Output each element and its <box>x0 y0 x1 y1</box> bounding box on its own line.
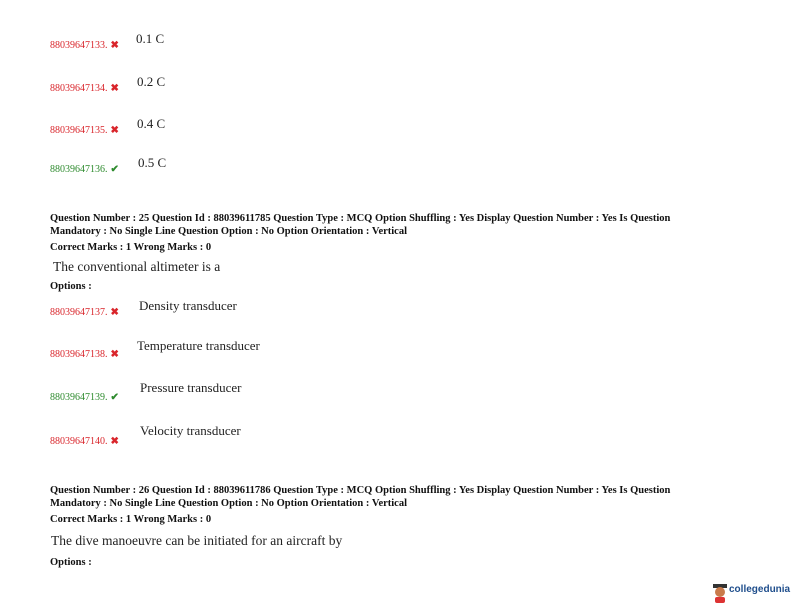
option-id: 88039647136. ✔ <box>50 164 119 175</box>
wrong-mark-icon: ✖ <box>110 307 119 318</box>
option-text: 0.1 C <box>136 31 165 46</box>
wrong-mark-icon: ✖ <box>110 349 119 360</box>
option-text: 0.2 C <box>137 74 166 89</box>
question-meta-line: Question Number : 25 Question Id : 88039611785 Question Type : MCQ Option Shuffling : Yes Display Question Number : Yes Is Question <box>50 213 671 224</box>
wrong-mark-icon: ✖ <box>110 40 119 51</box>
option-text: Temperature transducer <box>137 338 260 353</box>
option-id: 88039647135. ✖ <box>50 125 119 136</box>
mascot-icon <box>711 583 729 603</box>
option-id: 88039647137. ✖ <box>50 307 119 318</box>
question-marks: Correct Marks : 1 Wrong Marks : 0 <box>50 242 212 253</box>
option-text: Density transducer <box>139 298 237 313</box>
question-meta-line: Mandatory : No Single Line Question Option : No Option Orientation : Vertical <box>50 226 408 237</box>
options-label: Options : <box>50 281 92 292</box>
option-id: 88039647139. ✔ <box>50 392 119 403</box>
check-mark-icon: ✔ <box>110 392 119 403</box>
brand-name: collegedunia <box>729 584 791 595</box>
option-text: Velocity transducer <box>140 423 241 438</box>
question-meta-line: Mandatory : No Single Line Question Option : No Option Orientation : Vertical <box>50 498 408 509</box>
question-text: The dive manoeuvre can be initiated for an aircraft by <box>51 533 343 548</box>
wrong-mark-icon: ✖ <box>110 83 119 94</box>
question-text: The conventional altimeter is a <box>53 259 221 274</box>
options-label: Options : <box>50 557 92 568</box>
question-marks: Correct Marks : 1 Wrong Marks : 0 <box>50 514 212 525</box>
question-meta <box>50 212 670 238</box>
option-id: 88039647138. ✖ <box>50 349 119 360</box>
wrong-mark-icon: ✖ <box>110 436 119 447</box>
question-meta <box>50 484 670 510</box>
collegedunia-logo <box>711 581 791 607</box>
option-text: 0.4 C <box>137 116 166 131</box>
option-id: 88039647133. ✖ <box>50 40 119 51</box>
option-text: 0.5 C <box>138 155 167 170</box>
check-mark-icon: ✔ <box>110 164 119 175</box>
option-text: Pressure transducer <box>140 380 242 395</box>
option-id: 88039647134. ✖ <box>50 83 119 94</box>
option-id: 88039647140. ✖ <box>50 436 119 447</box>
wrong-mark-icon: ✖ <box>110 125 119 136</box>
question-meta-line: Question Number : 26 Question Id : 88039611786 Question Type : MCQ Option Shuffling : Yes Display Question Number : Yes Is Question <box>50 485 671 496</box>
